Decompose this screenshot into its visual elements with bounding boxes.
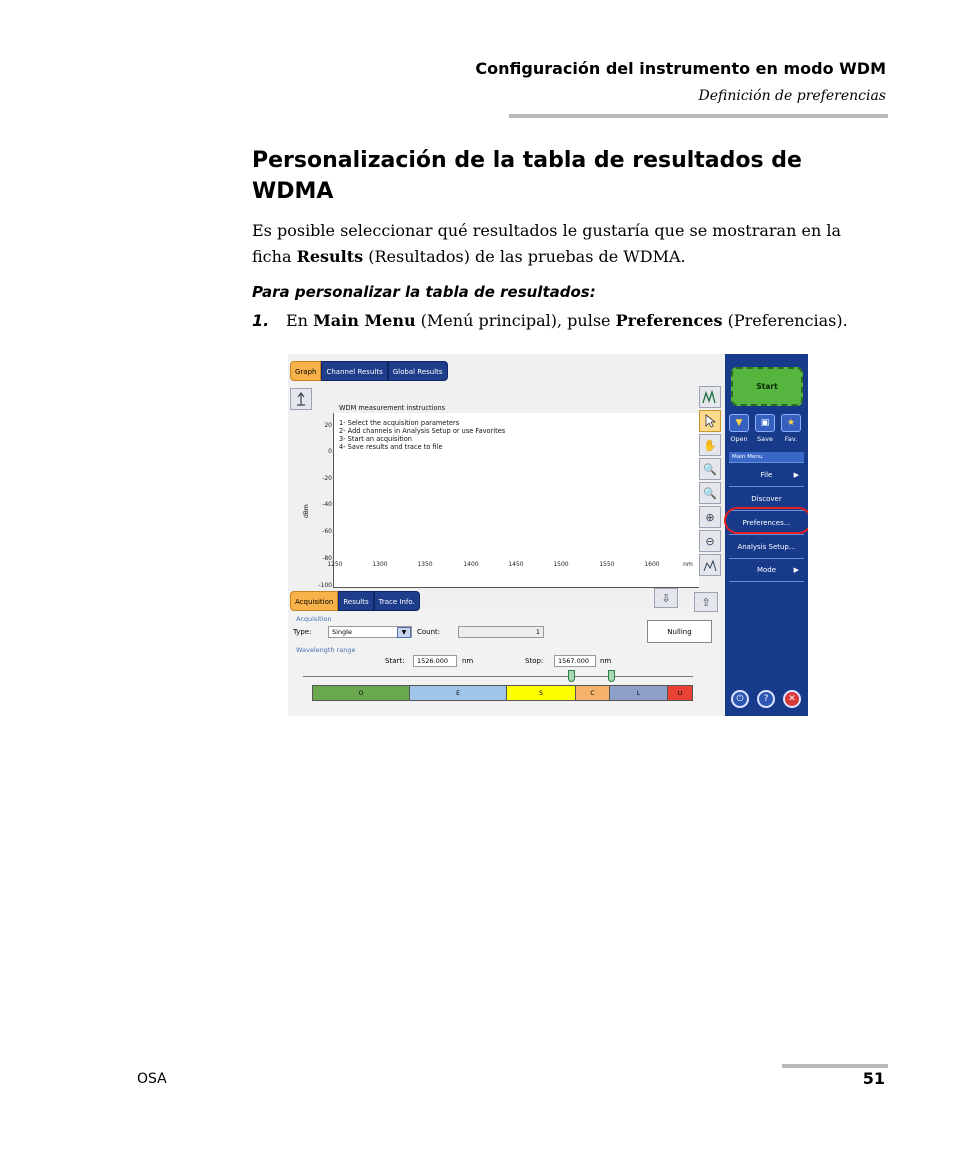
start-input[interactable] — [413, 655, 457, 667]
band-c — [575, 685, 610, 701]
lower-tabs — [290, 591, 420, 611]
band-l — [609, 685, 668, 701]
band-label: U — [677, 689, 683, 697]
step-text: En — [286, 311, 314, 330]
step-bold-preferences: Preferences — [615, 311, 723, 330]
y-tick: 0 — [328, 448, 332, 455]
tab-channel-results[interactable]: Channel Results — [321, 361, 387, 381]
instruction-line: 2- Add channels in Analysis Setup or use Favorites — [339, 427, 506, 435]
hand-icon[interactable]: ✋ — [699, 434, 721, 456]
footer-product: OSA — [137, 1071, 167, 1087]
section-title: Definición de preferencias — [698, 88, 886, 104]
y-tick: -80 — [322, 555, 332, 562]
range-slider-track[interactable] — [303, 676, 693, 677]
band-label: L — [636, 689, 641, 697]
nulling-button[interactable] — [647, 620, 712, 643]
band-o — [312, 685, 410, 701]
band-label: S — [539, 689, 543, 697]
chevron-down-icon[interactable]: ▼ — [397, 627, 411, 638]
band-e — [409, 685, 507, 701]
menu-item-label: Preferences... — [742, 518, 791, 527]
menu-item-label: File — [760, 470, 773, 479]
open-icon[interactable]: ▼ — [729, 414, 749, 432]
chapter-title: Configuración del instrumento en modo WDM — [475, 59, 886, 78]
band-label: C — [590, 689, 595, 697]
arrow-up-icon[interactable]: ⇧ — [694, 592, 718, 612]
arrow-down-icon[interactable]: ⇩ — [654, 588, 678, 608]
x-tick: 1300 — [372, 561, 388, 568]
type-label: Type: — [293, 628, 312, 636]
trace-view-icon[interactable] — [699, 386, 721, 408]
band-label: O — [358, 689, 364, 697]
instruction-line: 1- Select the acquisition parameters — [339, 419, 460, 427]
graph-area — [288, 383, 721, 588]
y-tick: -20 — [322, 475, 332, 482]
help-icon[interactable]: ? — [757, 690, 775, 708]
footer-rule — [782, 1064, 888, 1068]
intro-text-end: (Resultados) de las pruebas de WDMA. — [363, 247, 686, 266]
menu-item-label: Discover — [751, 494, 782, 503]
y-tick: -60 — [322, 528, 332, 535]
count-label: Count: — [417, 628, 441, 636]
instructions-title: WDM measurement instructions — [339, 404, 446, 412]
start-value: 1526.000 — [417, 657, 449, 665]
type-value: Single — [332, 628, 352, 636]
menu-analysis-setup[interactable] — [729, 534, 804, 558]
step-text: (Menú principal), pulse — [415, 311, 616, 330]
page-title: Personalización de la tabla de resultados de WDMA — [252, 148, 802, 204]
x-tick: 1250 — [327, 561, 343, 568]
menu-file[interactable] — [729, 462, 804, 486]
instrument-screenshot — [288, 354, 808, 716]
nulling-label: Nulling — [667, 627, 692, 636]
save-label: Save — [757, 435, 773, 443]
band-u — [667, 685, 693, 701]
y-tick: -100 — [318, 582, 332, 589]
x-tick: 1550 — [599, 561, 615, 568]
band-s — [506, 685, 576, 701]
preferences-highlight — [724, 507, 808, 534]
favorites-label: Fav. — [784, 435, 798, 443]
menu-item-label: Analysis Setup... — [737, 542, 796, 551]
x-unit: nm — [683, 561, 693, 568]
x-tick: 1500 — [553, 561, 569, 568]
zoom-area-icon[interactable]: 🔍 — [699, 458, 721, 480]
top-tabs — [290, 361, 448, 381]
intro-bold: Results — [296, 247, 364, 266]
zoom-out-icon[interactable]: ⊖ — [699, 530, 721, 552]
pointer-icon[interactable] — [699, 410, 721, 432]
zoom-in-icon[interactable]: ⊕ — [699, 506, 721, 528]
chevron-right-icon: ▶ — [793, 470, 799, 479]
instruction-line: 3- Start an acquisition — [339, 435, 412, 443]
step-number: 1. — [252, 311, 270, 330]
favorites-icon[interactable]: ★ — [781, 414, 801, 432]
close-icon[interactable]: ✕ — [783, 690, 801, 708]
marker-icon[interactable] — [290, 388, 312, 410]
menu-item-label: Mode — [756, 566, 777, 574]
start-label: Start: — [385, 657, 405, 665]
y-axis-title: dBm — [303, 504, 310, 518]
y-tick: -40 — [322, 501, 332, 508]
fit-icon[interactable] — [699, 554, 721, 576]
tab-trace-info[interactable]: Trace Info. — [374, 591, 420, 611]
x-tick: 1400 — [463, 561, 479, 568]
x-tick: 1450 — [508, 561, 524, 568]
step-bold-main-menu: Main Menu — [313, 311, 416, 330]
intro-paragraph — [252, 218, 882, 270]
acquisition-group-label: Acquisition — [296, 615, 332, 623]
start-slider-handle[interactable] — [568, 670, 575, 682]
save-icon[interactable]: ▣ — [755, 414, 775, 432]
y-tick: 20 — [324, 422, 332, 429]
stop-slider-handle[interactable] — [608, 670, 615, 682]
step-text: (Preferencias). — [722, 311, 848, 330]
tab-graph[interactable]: Graph — [290, 361, 321, 381]
intro-text: Es posible seleccionar qué resultados le gustaría que se mostraran en la ficha — [252, 221, 841, 266]
open-label: Open — [730, 435, 748, 443]
wavelength-group-label: Wavelength range — [296, 646, 356, 654]
stop-value: 1567.000 — [558, 657, 590, 665]
start-unit: nm — [462, 657, 474, 665]
tab-global-results[interactable]: Global Results — [388, 361, 448, 381]
stop-label: Stop: — [525, 657, 544, 665]
stop-input[interactable] — [554, 655, 596, 667]
zoom-icon[interactable]: 🔍 — [699, 482, 721, 504]
start-button[interactable]: Start — [731, 367, 803, 406]
x-tick: 1350 — [417, 561, 433, 568]
step-1 — [252, 311, 848, 330]
tab-acquisition[interactable]: Acquisition — [290, 591, 338, 611]
count-value: 1 — [535, 628, 540, 636]
instruction-line: 4- Save results and trace to file — [339, 443, 443, 451]
x-tick: 1600 — [644, 561, 660, 568]
stop-unit: nm — [600, 657, 612, 665]
tab-results[interactable]: Results — [338, 591, 373, 611]
menu-mode[interactable] — [729, 558, 804, 582]
procedure-title: Para personalizar la tabla de resultados: — [252, 283, 596, 301]
main-menu-title: Main Menu — [729, 452, 804, 462]
page-number: 51 — [862, 1069, 885, 1088]
count-input[interactable] — [458, 626, 544, 638]
band-label: E — [456, 689, 460, 697]
header-rule — [509, 114, 888, 118]
chevron-right-icon: ▶ — [793, 566, 799, 574]
power-icon[interactable]: ⏻ — [731, 690, 749, 708]
